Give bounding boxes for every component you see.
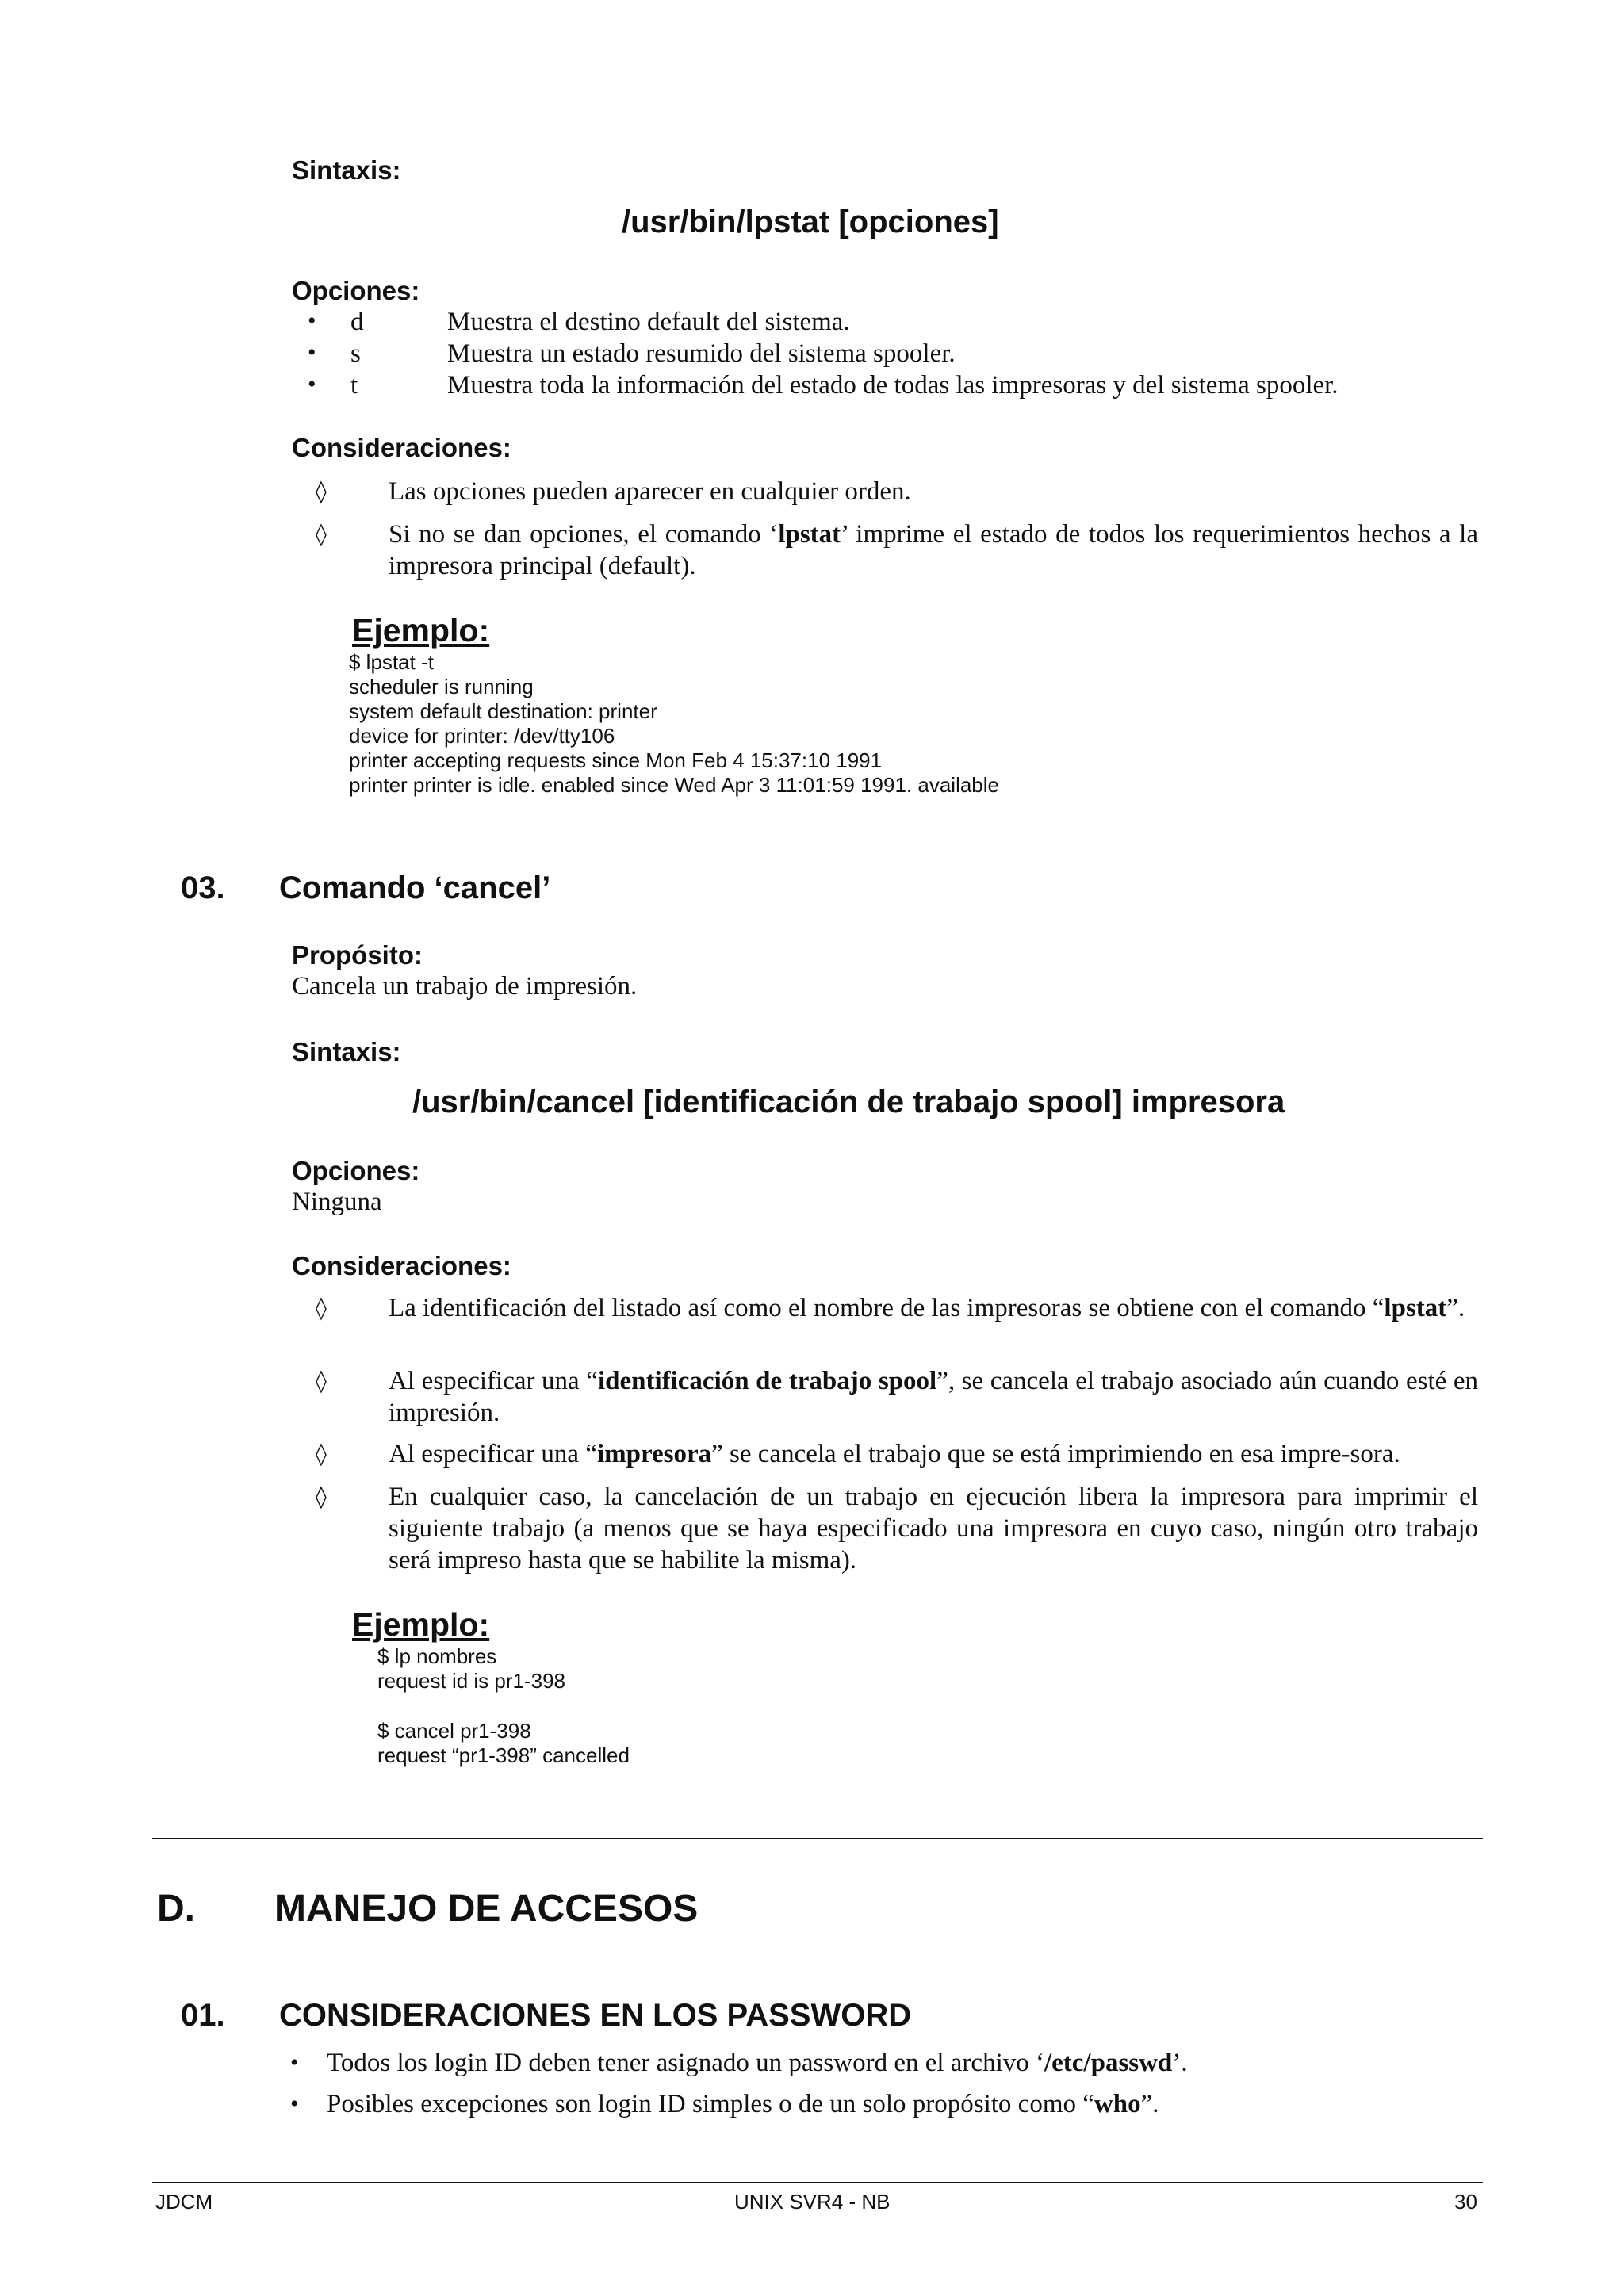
- diamond-icon: ◊: [316, 1295, 327, 1321]
- lpstat-considerations-label: Consideraciones:: [292, 433, 511, 462]
- diamond-icon: ◊: [316, 478, 327, 504]
- page-number: 30: [1454, 2190, 1477, 2214]
- list-item-text: Todos los login ID deben tener asignado un password en el archivo ‘/etc/passwd’.: [327, 2049, 1188, 2077]
- option-key: d: [350, 308, 364, 336]
- section-title: MANEJO DE ACCESOS: [274, 1888, 699, 1930]
- lpstat-options-label: Opciones:: [292, 276, 420, 305]
- code-line: $ cancel pr1-398: [377, 1719, 531, 1743]
- option-description: Muestra un estado resumido del sistema spooler.: [447, 339, 956, 368]
- cancel-options-value: Ninguna: [292, 1188, 382, 1216]
- option-key: s: [350, 339, 361, 368]
- code-line: request “pr1-398” cancelled: [377, 1743, 630, 1767]
- cancel-considerations-label: Consideraciones:: [292, 1251, 511, 1280]
- footer-center: UNIX SVR4 - NB: [734, 2190, 891, 2214]
- cancel-syntax: /usr/bin/cancel [identificación de trabajo spool] impresora: [412, 1085, 1285, 1119]
- diamond-icon: ◊: [316, 521, 327, 547]
- code-line: scheduler is running: [349, 675, 534, 698]
- list-item-text: Posibles excepciones son login ID simples o de un solo propósito como “who”.: [327, 2090, 1159, 2118]
- section-number: 03.: [181, 871, 225, 905]
- code-line: system default destination: printer: [349, 699, 657, 723]
- option-description: Muestra el destino default del sistema.: [447, 308, 850, 336]
- diamond-icon: ◊: [316, 1441, 327, 1467]
- option-row: [0, 339, 1624, 371]
- consideration-text: La identificación del listado así como el nombre de las impresoras se obtiene con el comando “lpstat”.: [389, 1294, 1465, 1322]
- bullet-icon: •: [290, 2091, 299, 2117]
- code-line: $ lpstat -t: [349, 650, 434, 674]
- diamond-icon: ◊: [316, 1368, 327, 1394]
- diamond-icon: ◊: [316, 1483, 327, 1510]
- code-line: $ lp nombres: [377, 1644, 497, 1668]
- bullet-icon: •: [308, 371, 316, 397]
- cancel-example-code: [377, 1719, 630, 1768]
- consideration-text: Las opciones pueden aparecer en cualquier orden.: [389, 477, 911, 506]
- cancel-purpose-text: Cancela un trabajo de impresión.: [292, 972, 638, 1001]
- lpstat-example-code: [349, 650, 999, 798]
- subsection-number: 01.: [181, 1998, 225, 2033]
- bullet-icon: •: [308, 308, 316, 334]
- bullet-icon: •: [308, 339, 316, 365]
- section-divider: [152, 1838, 1483, 1839]
- code-line: device for printer: /dev/tty106: [349, 724, 615, 748]
- section-letter: D.: [157, 1888, 195, 1930]
- consideration-text: Si no se dan opciones, el comando ‘lpstat’ imprime el estado de todos los requerimientos hechos a la impresora principal (default).: [389, 520, 1478, 580]
- option-key: t: [350, 371, 358, 400]
- cancel-example-label: Ejemplo:: [352, 1606, 490, 1643]
- consideration-text: Al especificar una “identificación de trabajo spool”, se cancela el trabajo asociado aún cuando esté en impresión.: [389, 1367, 1478, 1427]
- consideration-text: Al especificar una “impresora” se cancela el trabajo que se está imprimiendo en esa impre-sora.: [389, 1440, 1400, 1468]
- lpstat-example-label: Ejemplo:: [352, 612, 490, 649]
- lpstat-syntax: /usr/bin/lpstat [opciones]: [622, 205, 999, 239]
- code-line: printer accepting requests since Mon Feb 4 15:37:10 1991: [349, 748, 883, 772]
- footer-divider: [152, 2182, 1483, 2183]
- cancel-example-code: [377, 1644, 565, 1693]
- code-line: request id is pr1-398: [377, 1669, 566, 1693]
- consideration-text: En cualquier caso, la cancelación de un trabajo en ejecución libera la impresora para imprimir el siguiente trabajo (a menos que se haya especificado una impresora en cuyo caso, ningún otro trabajo será impreso hasta que se habilite la misma).: [389, 1483, 1478, 1575]
- code-line: printer printer is idle. enabled since Wed Apr 3 11:01:59 1991. available: [349, 773, 1000, 797]
- option-row: [0, 371, 1624, 403]
- subsection-title: CONSIDERACIONES EN LOS PASSWORD: [279, 1998, 912, 2033]
- cancel-syntax-label: Sintaxis:: [292, 1037, 401, 1066]
- section-title: Comando ‘cancel’: [279, 871, 551, 905]
- lpstat-syntax-label: Sintaxis:: [292, 155, 401, 185]
- footer-left: JDCM: [155, 2190, 213, 2214]
- cancel-purpose-label: Propósito:: [292, 940, 423, 970]
- cancel-options-label: Opciones:: [292, 1156, 420, 1185]
- bullet-icon: •: [290, 2049, 299, 2076]
- option-description: Muestra toda la información del estado de todas las impresoras y del sistema spooler.: [447, 371, 1339, 400]
- option-row: [0, 308, 1624, 339]
